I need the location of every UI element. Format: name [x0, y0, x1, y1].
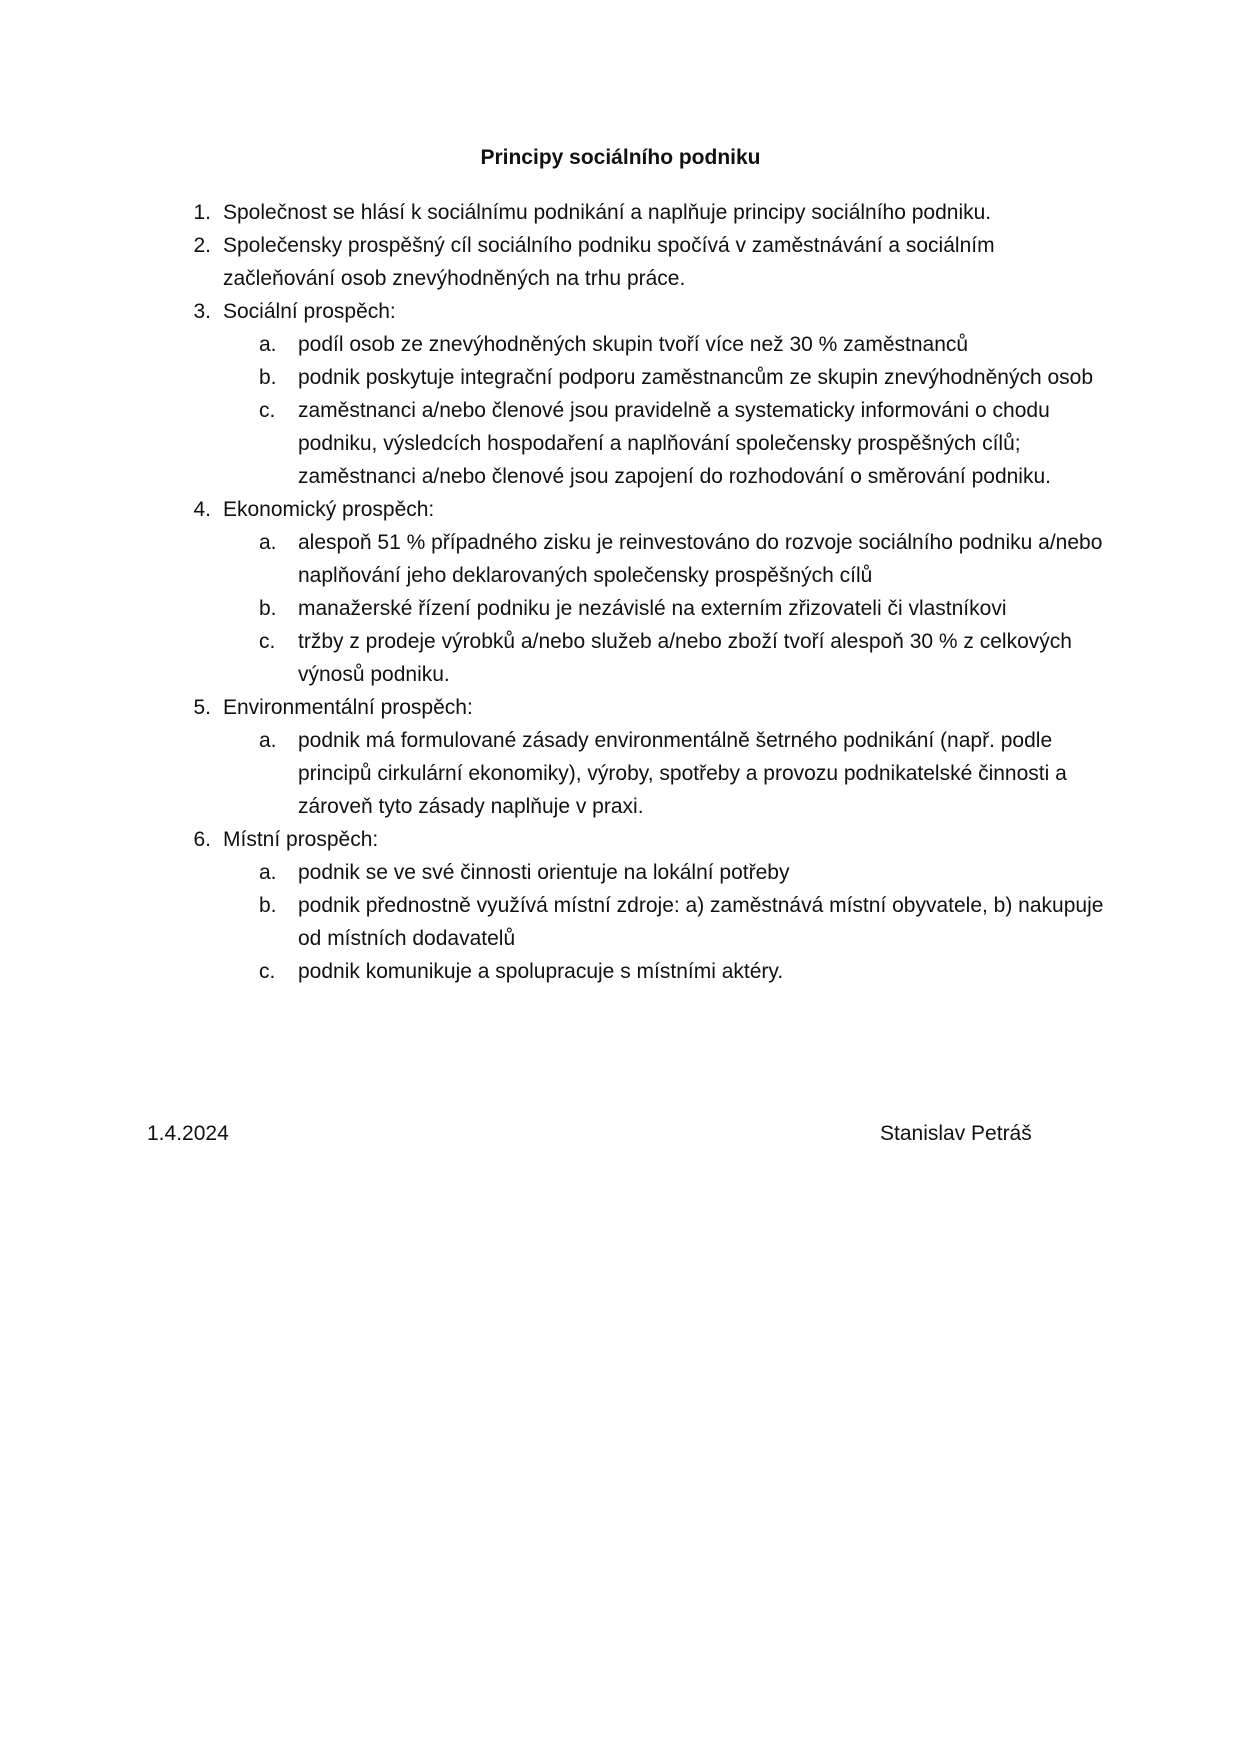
- sub-list: [223, 526, 1111, 691]
- document-date: 1.4.2024: [147, 1122, 229, 1145]
- sub-list: [223, 724, 1111, 823]
- sub-item-text: podnik poskytuje integrační podporu zaměstnancům ze skupin znevýhodněných osob: [298, 366, 1093, 389]
- sub-item-text: alespoň 51 % případného zisku je reinvestováno do rozvoje sociálního podniku a/nebo naplňování jeho deklarovaných společensky prospěšných cílů: [298, 531, 1103, 587]
- sub-item-letter: c.: [259, 630, 276, 653]
- sub-list: [223, 856, 1111, 988]
- item-text: Společnost se hlásí k sociálnímu podnikání a naplňuje principy sociálního podniku.: [223, 201, 992, 224]
- item-number: 5.: [193, 696, 211, 719]
- item-text: Environmentální prospěch:: [223, 696, 473, 719]
- item-text: Ekonomický prospěch:: [223, 498, 435, 521]
- sub-item-text: podíl osob ze znevýhodněných skupin tvoří více než 30 % zaměstnanců: [298, 333, 969, 356]
- sub-item-letter: b.: [259, 894, 277, 917]
- sub-item-text: tržby z prodeje výrobků a/nebo služeb a/nebo zboží tvoří alespoň 30 % z celkových výnosů podniku.: [298, 630, 1072, 686]
- item-number: 2.: [193, 234, 211, 257]
- list-item: [181, 493, 1111, 691]
- sub-item-letter: a.: [259, 861, 277, 884]
- document-body: [181, 196, 1111, 988]
- list-item: [181, 229, 1111, 295]
- list-item: [181, 691, 1111, 823]
- list-item: [181, 196, 1111, 229]
- list-item: [181, 295, 1111, 493]
- sub-item-letter: a.: [259, 729, 277, 752]
- item-text: Místní prospěch:: [223, 828, 379, 851]
- sub-item-letter: b.: [259, 366, 277, 389]
- item-text: Společensky prospěšný cíl sociálního podniku spočívá v zaměstnávání a sociálním začleňování osob znevýhodněných na trhu práce.: [223, 234, 995, 290]
- page-title-text: Principy sociálního podniku: [480, 146, 761, 169]
- item-number: 3.: [193, 300, 211, 323]
- list-item: [181, 823, 1111, 988]
- sub-item-letter: c.: [259, 399, 276, 422]
- item-text: Sociální prospěch:: [223, 300, 396, 323]
- item-number: 6.: [193, 828, 211, 851]
- item-number: 4.: [193, 498, 211, 521]
- sub-item: [223, 592, 1111, 625]
- sub-item: [223, 526, 1111, 592]
- sub-item-text: zaměstnanci a/nebo členové jsou pravidelně a systematicky informováni o chodu podniku, výsledcích hospodaření a naplňování společensky prospěšných cílů; zaměstnanci a/nebo členové jsou zapojení do rozhodování o směrování podniku.: [298, 399, 1051, 488]
- sub-item-text: podnik komunikuje a spolupracuje s místními aktéry.: [298, 960, 784, 983]
- item-number: 1.: [193, 201, 211, 224]
- sub-item-text: podnik přednostně využívá místní zdroje: a) zaměstnává místní obyvatele, b) nakupuje od místních dodavatelů: [298, 894, 1104, 950]
- sub-item: [223, 328, 1111, 361]
- signatory-name: Stanislav Petráš: [880, 1122, 1032, 1145]
- sub-item: [223, 889, 1111, 955]
- sub-item: [223, 394, 1111, 493]
- sub-item-letter: a.: [259, 333, 277, 356]
- sub-item: [223, 625, 1111, 691]
- sub-item-text: manažerské řízení podniku je nezávislé na externím zřizovateli či vlastníkovi: [298, 597, 1007, 620]
- sub-item: [223, 856, 1111, 889]
- sub-item-letter: b.: [259, 597, 277, 620]
- sub-item: [223, 724, 1111, 823]
- sub-item-text: podnik má formulované zásady environmentálně šetrného podnikání (např. podle principů cirkulární ekonomiky), výroby, spotřeby a provozu podnikatelské činnosti a zároveň tyto zásady naplňuje v praxi.: [298, 729, 1067, 818]
- sub-list: [223, 328, 1111, 493]
- sub-item-letter: c.: [259, 960, 276, 983]
- principles-list: [181, 196, 1111, 988]
- page-title: [0, 146, 1241, 170]
- sub-item-text: podnik se ve své činnosti orientuje na lokální potřeby: [298, 861, 790, 884]
- sub-item: [223, 955, 1111, 988]
- sub-item: [223, 361, 1111, 394]
- sub-item-letter: a.: [259, 531, 277, 554]
